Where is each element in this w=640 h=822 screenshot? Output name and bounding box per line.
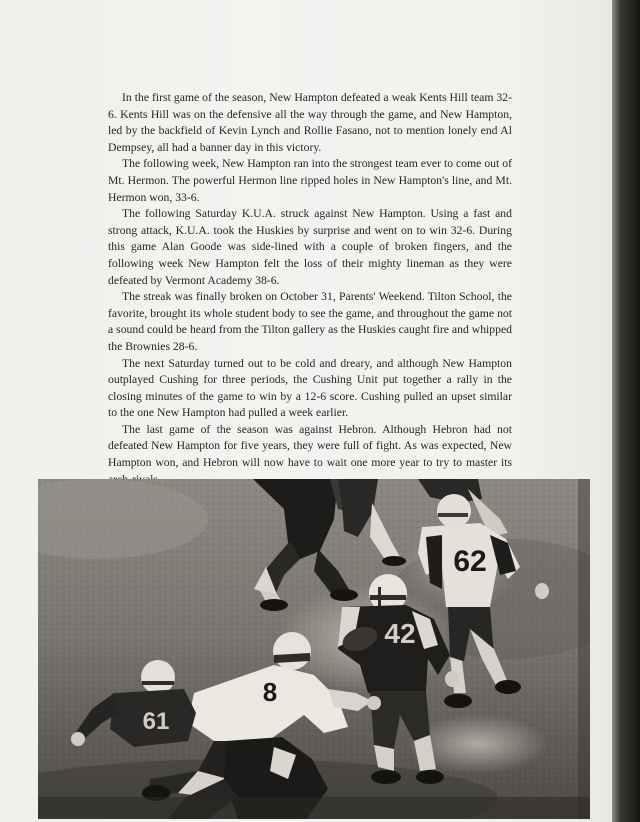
jersey-number: 61	[142, 708, 170, 735]
helmet	[437, 494, 471, 528]
page-edge-shadow	[612, 0, 640, 822]
jersey-number: 62	[453, 545, 487, 578]
article-paragraph: The streak was finally broken on October 31, Parents' Weekend. Tilton School, the favorite, brought its whole student body to see the game, and throughout the game not a sound could be heard from the Tilton gallery as the Huskies caught fire and whipped the Brownies 28-6.	[108, 290, 512, 353]
football-action-photo	[38, 479, 590, 819]
article-paragraph: The last game of the season was against Hebron. Although Hebron had not defeated New Hampton for five years, they were full of fight. As was expected, New Hampton won, and Hebron will now have to wait one more year to try to master its	[108, 422, 512, 470]
jersey-number: 42	[384, 618, 416, 649]
article-paragraph: The next Saturday turned out to be cold and dreary, and although New Hampton outplayed Cushing for three periods, the Cushing Unit put together a rally in the closing minutes of the game to win by a 12-6 score. Cushing pulled an upset similar to the one New Hampton had pulled a week earlier.	[108, 356, 512, 420]
article-paragraph: The following week, New Hampton ran into the strongest team ever to come out of Mt. Hermon. The powerful Hermon line ripped holes in New Hampton's line, and Mt. Hermon won, 33-6.	[108, 157, 512, 204]
jersey-number: 8	[262, 677, 278, 707]
helmet	[141, 660, 175, 694]
article-paragraph: The following Saturday K.U.A. struck against New Hampton. Using a fast and strong attack, K.U.A. took the Huskies by surprise and went on to win 32-6. During this game Alan Goode was side-lined with a couple of broken fingers, and the following week New Hampton felt the loss of their mighty lineman as they were defeated by Vermont Academy 38-6.	[108, 207, 512, 287]
football-season-article	[108, 90, 512, 488]
helmet	[273, 632, 311, 670]
article-paragraph: In the first game of the season, New Hampton defeated a weak Kents Hill team 32-6. Kents Hill was on the defensive all the way through the game, and New Hampton, led by the backfield of Kevin Lynch and Rollie Fasano, not to mention lonely end Al Dempsey, all had a banner day in this victory.	[108, 91, 512, 154]
